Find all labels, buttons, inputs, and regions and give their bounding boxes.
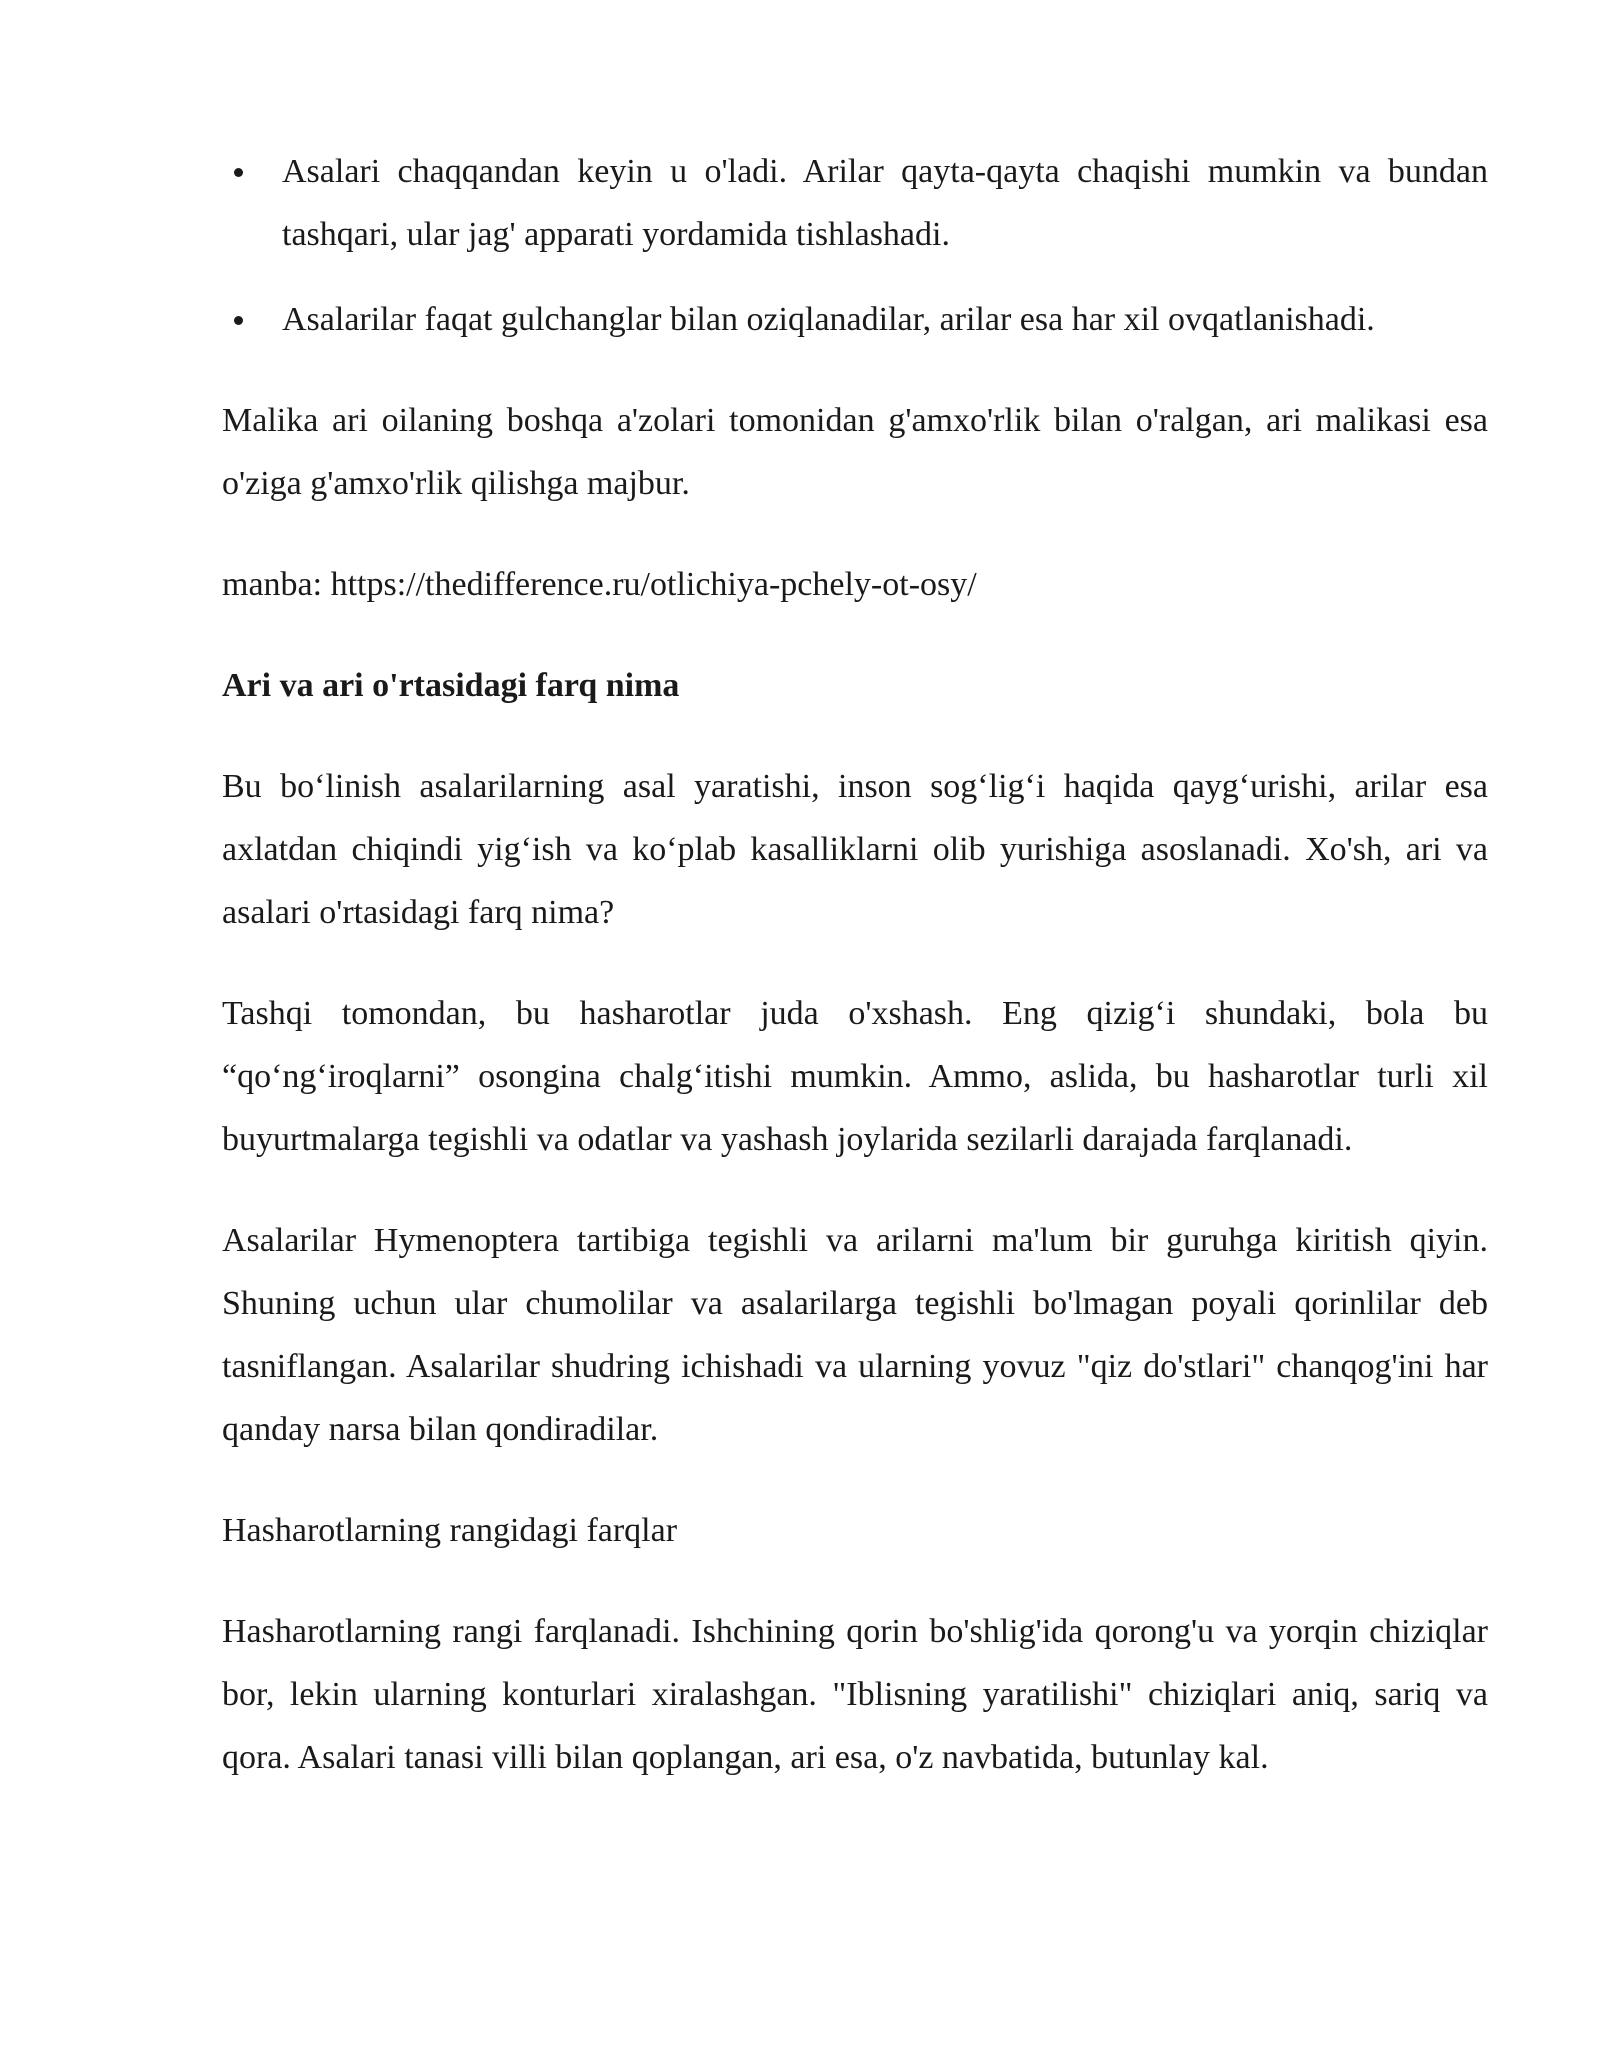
section-heading: Ari va ari o'rtasidagi farq nima [222, 667, 680, 704]
paragraph-intro: Bu bo‘linish asalarilarning asal yaratishi, inson sog‘lig‘i haqida qayg‘urishi, arilar esa axlatdan chiqindi yig‘ish va ko‘plab kasalliklarni olib yurishiga asoslanadi. Xo'sh, ari va asalari o'rtasidagi farq nima? [222, 768, 1488, 931]
bullet-item [222, 140, 1488, 266]
bullet-text: Asalarilar faqat gulchanglar bilan oziqlanadilar, arilar esa har xil ovqatlanishadi. [282, 301, 1375, 338]
bullet-dot-icon [234, 316, 243, 325]
source-line: manba: https://thedifference.ru/otlichiya-pchely-ot-osy/ [222, 566, 977, 603]
paragraph-malika: Malika ari oilaning boshqa a'zolari tomonidan g'amxo'rlik bilan o'ralgan, ari malikasi esa o'ziga g'amxo'rlik qilishga majbur. [222, 402, 1488, 502]
paragraph-hymenoptera: Asalarilar Hymenoptera tartibiga tegishli va arilarni ma'lum bir guruhga kiritish qiyin. Shuning uchun ular chumolilar va asalarilarga tegishli bo'lmagan poyali qorinlilar deb tasniflangan. Asalarilar shudring ichishadi va ularning yovuz "qiz do'stlari" chanqog'ini har qanday narsa bilan qondiradilar. [222, 1222, 1488, 1448]
paragraph-outside: Tashqi tomondan, bu hasharotlar juda o'xshash. Eng qizig‘i shundaki, bola bu “qo‘ng‘iroqlarni” osongina chalg‘itishi mumkin. Ammo, aslida, bu hasharotlar turli xil buyurtmalarga tegishli va odatlar va yashash joylarida sezilarli darajada farqlanadi. [222, 995, 1488, 1158]
bullet-text: Asalari chaqqandan keyin u o'ladi. Arilar qayta-qayta chaqishi mumkin va bundan tashqari, ular jag' apparati yordamida tishlashadi. [282, 153, 1488, 253]
paragraph-color: Hasharotlarning rangi farqlanadi. Ishchining qorin bo'shlig'ida qorong'u va yorqin chiziqlar bor, lekin ularning konturlari xiralashgan. "Iblisning yaratilishi" chiziqlari aniq, sariq va qora. Asalari tanasi villi bilan qoplangan, ari esa, o'z navbatida, butunlay kal. [222, 1613, 1488, 1776]
bullet-dot-icon [234, 168, 243, 177]
document-page [222, 140, 1488, 1827]
color-subheading: Hasharotlarning rangidagi farqlar [222, 1512, 678, 1549]
bullet-item [222, 288, 1488, 351]
bullet-list [222, 140, 1488, 351]
